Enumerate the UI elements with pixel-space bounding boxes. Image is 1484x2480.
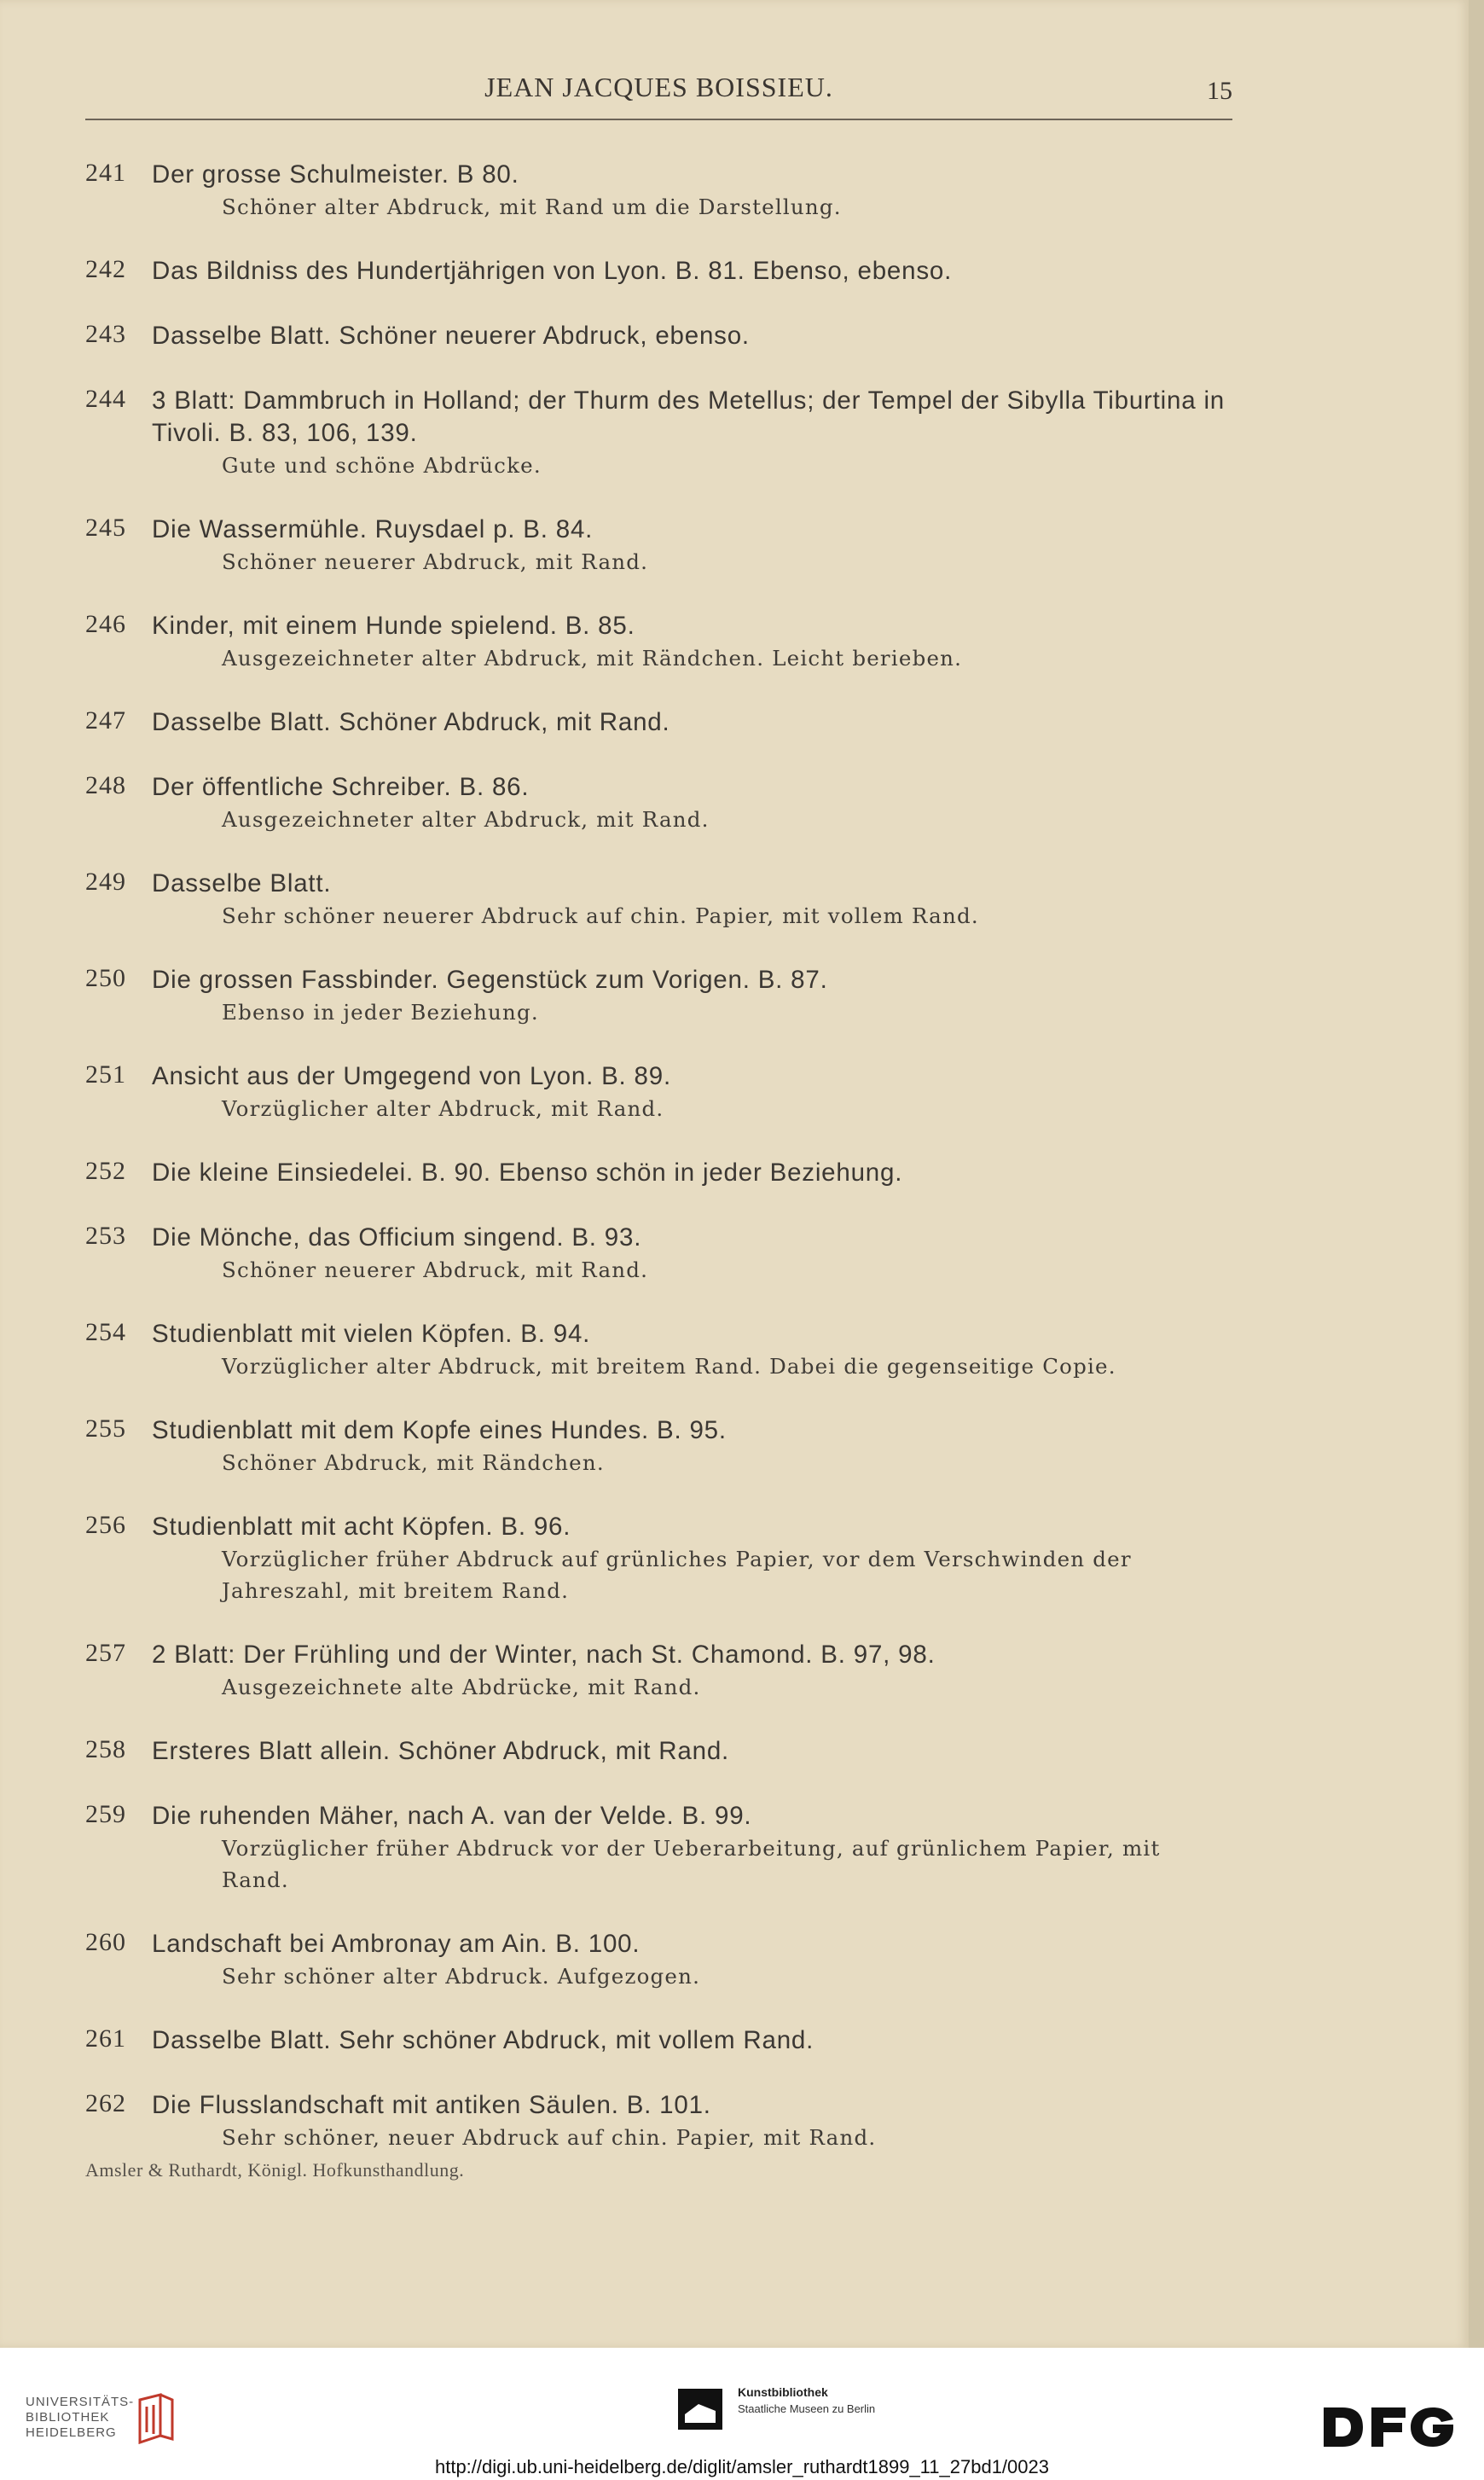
entry-number: 262 xyxy=(85,2089,126,2117)
ub-heidelberg-logo[interactable] xyxy=(26,2395,154,2441)
entry-title: Kinder, mit einem Hunde spielend. B. 85. xyxy=(152,612,635,640)
kunstbibliothek-mark-icon xyxy=(678,2389,722,2430)
entry-title: Studienblatt mit dem Kopfe eines Hundes. B. 95. xyxy=(152,1416,727,1444)
entry-title: Die ruhenden Mäher, nach A. van der Velde. B. 99. xyxy=(152,1802,752,1830)
entry-number: 251 xyxy=(85,1060,126,1089)
catalogue-entry xyxy=(85,771,1232,835)
entry-title: Der öffentliche Schreiber. B. 86. xyxy=(152,773,530,801)
entry-title: Dasselbe Blatt. Schöner Abdruck, mit Rand. xyxy=(152,708,670,736)
entry-note: Vorzüglicher früher Abdruck vor der Ueberarbeitung, auf grünlichem Papier, mit Rand. xyxy=(222,1836,1161,1892)
entry-number: 255 xyxy=(85,1414,126,1443)
entry-number: 246 xyxy=(85,610,126,638)
entry-note: Ausgezeichneter alter Abdruck, mit Rändchen. Leicht berieben. xyxy=(222,646,963,671)
dfg-logo[interactable] xyxy=(1320,2404,1465,2454)
entry-title: Die Wassermühle. Ruysdael p. B. 84. xyxy=(152,515,594,543)
entry-note: Vorzüglicher alter Abdruck, mit Rand. xyxy=(222,1096,664,1121)
entry-title: Dasselbe Blatt. xyxy=(152,869,332,897)
catalogue-entry xyxy=(85,1157,1232,1189)
entry-number: 247 xyxy=(85,706,126,735)
entry-number: 256 xyxy=(85,1511,126,1539)
entry-number: 258 xyxy=(85,1735,126,1763)
entry-title: Die Flusslandschaft mit antiken Säulen. B. 101. xyxy=(152,2091,711,2119)
catalogue-entry xyxy=(85,868,1232,932)
entry-note: Vorzüglicher früher Abdruck auf grünliches Papier, vor dem Verschwinden der Jahreszahl, mit breitem Rand. xyxy=(222,1547,1132,1603)
entry-title: Studienblatt mit acht Köpfen. B. 96. xyxy=(152,1513,571,1541)
ub-red-mark-icon xyxy=(135,2393,176,2444)
catalogue-entry xyxy=(85,385,1232,481)
entry-number: 257 xyxy=(85,1639,126,1667)
running-title: JEAN JACQUES BOISSIEU. xyxy=(484,72,833,102)
entry-number: 260 xyxy=(85,1928,126,1956)
entry-number: 250 xyxy=(85,964,126,992)
catalogue-entry xyxy=(85,1735,1232,1768)
entry-title: Ansicht aus der Umgegend von Lyon. B. 89. xyxy=(152,1062,671,1090)
entry-number: 241 xyxy=(85,159,126,187)
catalogue-entry xyxy=(85,1511,1232,1606)
entry-note: Ausgezeichnete alte Abdrücke, mit Rand. xyxy=(222,1675,701,1699)
entry-note: Vorzüglicher alter Abdruck, mit breitem Rand. Dabei die gegenseitige Copie. xyxy=(222,1354,1116,1379)
entry-note: Sehr schöner neuerer Abdruck auf chin. Papier, mit vollem Rand. xyxy=(222,903,979,928)
catalogue-entry xyxy=(85,514,1232,578)
entry-title: Dasselbe Blatt. Schöner neuerer Abdruck, ebenso. xyxy=(152,322,750,350)
page-number: 15 xyxy=(1207,77,1232,105)
catalogue-entry xyxy=(85,2089,1232,2153)
entry-title: 3 Blatt: Dammbruch in Holland; der Thurm des Metellus; der Tempel der Sibylla Tiburtina in Tivoli. B. 83, 106, 139. xyxy=(152,386,1226,447)
page-url[interactable]: http://digi.ub.uni-heidelberg.de/diglit/amsler_ruthardt1899_11_27bd1/0023 xyxy=(434,2456,1049,2477)
entry-title: Studienblatt mit vielen Köpfen. B. 94. xyxy=(152,1320,591,1348)
entry-number: 245 xyxy=(85,514,126,542)
kb-name: Kunstbibliothek xyxy=(738,2385,828,2399)
catalogue-entry xyxy=(85,320,1232,352)
page-edge xyxy=(1469,0,1484,2348)
entry-title: Dasselbe Blatt. Sehr schöner Abdruck, mit vollem Rand. xyxy=(152,2026,814,2054)
entry-number: 253 xyxy=(85,1222,126,1250)
entry-note: Ebenso in jeder Beziehung. xyxy=(222,1000,539,1025)
entry-number: 261 xyxy=(85,2024,126,2053)
entry-note: Schöner neuerer Abdruck, mit Rand. xyxy=(222,1257,649,1282)
entry-title: Der grosse Schulmeister. B 80. xyxy=(152,160,519,189)
dfg-logo-icon xyxy=(1320,2404,1465,2450)
kb-subtitle: Staatliche Museen zu Berlin xyxy=(738,2402,876,2415)
entry-note: Ausgezeichneter alter Abdruck, mit Rand. xyxy=(222,807,710,832)
entry-number: 259 xyxy=(85,1800,126,1828)
catalogue-entry xyxy=(85,2024,1232,2057)
ub-logo-line: UNIVERSITÄTS- xyxy=(26,2395,135,2409)
entry-title: Landschaft bei Ambronay am Ain. B. 100. xyxy=(152,1930,641,1958)
entry-number: 244 xyxy=(85,385,126,413)
catalogue-entry xyxy=(85,610,1232,674)
entry-number: 242 xyxy=(85,255,126,283)
catalogue-entry xyxy=(85,1222,1232,1286)
entry-note: Schöner neuerer Abdruck, mit Rand. xyxy=(222,549,649,574)
entry-title: Die Mönche, das Officium singend. B. 93. xyxy=(152,1223,642,1252)
entry-number: 254 xyxy=(85,1318,126,1346)
publisher-imprint: Amsler & Ruthardt, Königl. Hofkunsthandlung. xyxy=(85,2159,465,2181)
entry-title: Das Bildniss des Hundertjährigen von Lyon. B. 81. Ebenso, ebenso. xyxy=(152,257,953,285)
entry-title: Die grossen Fassbinder. Gegenstück zum Vorigen. B. 87. xyxy=(152,966,828,994)
catalogue-entry xyxy=(85,255,1232,287)
entry-note: Sehr schöner, neuer Abdruck auf chin. Papier, mit Rand. xyxy=(222,2125,877,2150)
entry-number: 243 xyxy=(85,320,126,348)
entry-number: 249 xyxy=(85,868,126,896)
entry-number: 248 xyxy=(85,771,126,799)
page-header xyxy=(85,72,1232,114)
header-rule xyxy=(85,119,1232,120)
entry-title: Die kleine Einsiedelei. B. 90. Ebenso schön in jeder Beziehung. xyxy=(152,1159,903,1187)
entry-note: Schöner alter Abdruck, mit Rand um die Darstellung. xyxy=(222,195,842,219)
catalogue-entries xyxy=(85,159,1232,2186)
entry-title: Ersteres Blatt allein. Schöner Abdruck, mit Rand. xyxy=(152,1737,730,1765)
catalogue-entry xyxy=(85,964,1232,1028)
ub-logo-line: HEIDELBERG xyxy=(26,2425,117,2440)
viewer-footer xyxy=(0,2348,1484,2480)
ub-logo-line: BIBLIOTHEK xyxy=(26,2410,110,2425)
catalogue-entry xyxy=(85,1639,1232,1703)
catalogue-entry xyxy=(85,1318,1232,1382)
catalogue-entry xyxy=(85,1800,1232,1896)
entry-note: Schöner Abdruck, mit Rändchen. xyxy=(222,1450,605,1475)
entry-title: 2 Blatt: Der Frühling und der Winter, nach St. Chamond. B. 97, 98. xyxy=(152,1641,936,1669)
entry-note: Gute und schöne Abdrücke. xyxy=(222,453,542,478)
entry-number: 252 xyxy=(85,1157,126,1185)
catalogue-entry xyxy=(85,1060,1232,1124)
catalogue-entry xyxy=(85,1414,1232,1478)
entry-note: Sehr schöner alter Abdruck. Aufgezogen. xyxy=(222,1964,701,1989)
catalogue-entry xyxy=(85,159,1232,223)
catalogue-entry xyxy=(85,1928,1232,1992)
catalogue-entry xyxy=(85,706,1232,739)
